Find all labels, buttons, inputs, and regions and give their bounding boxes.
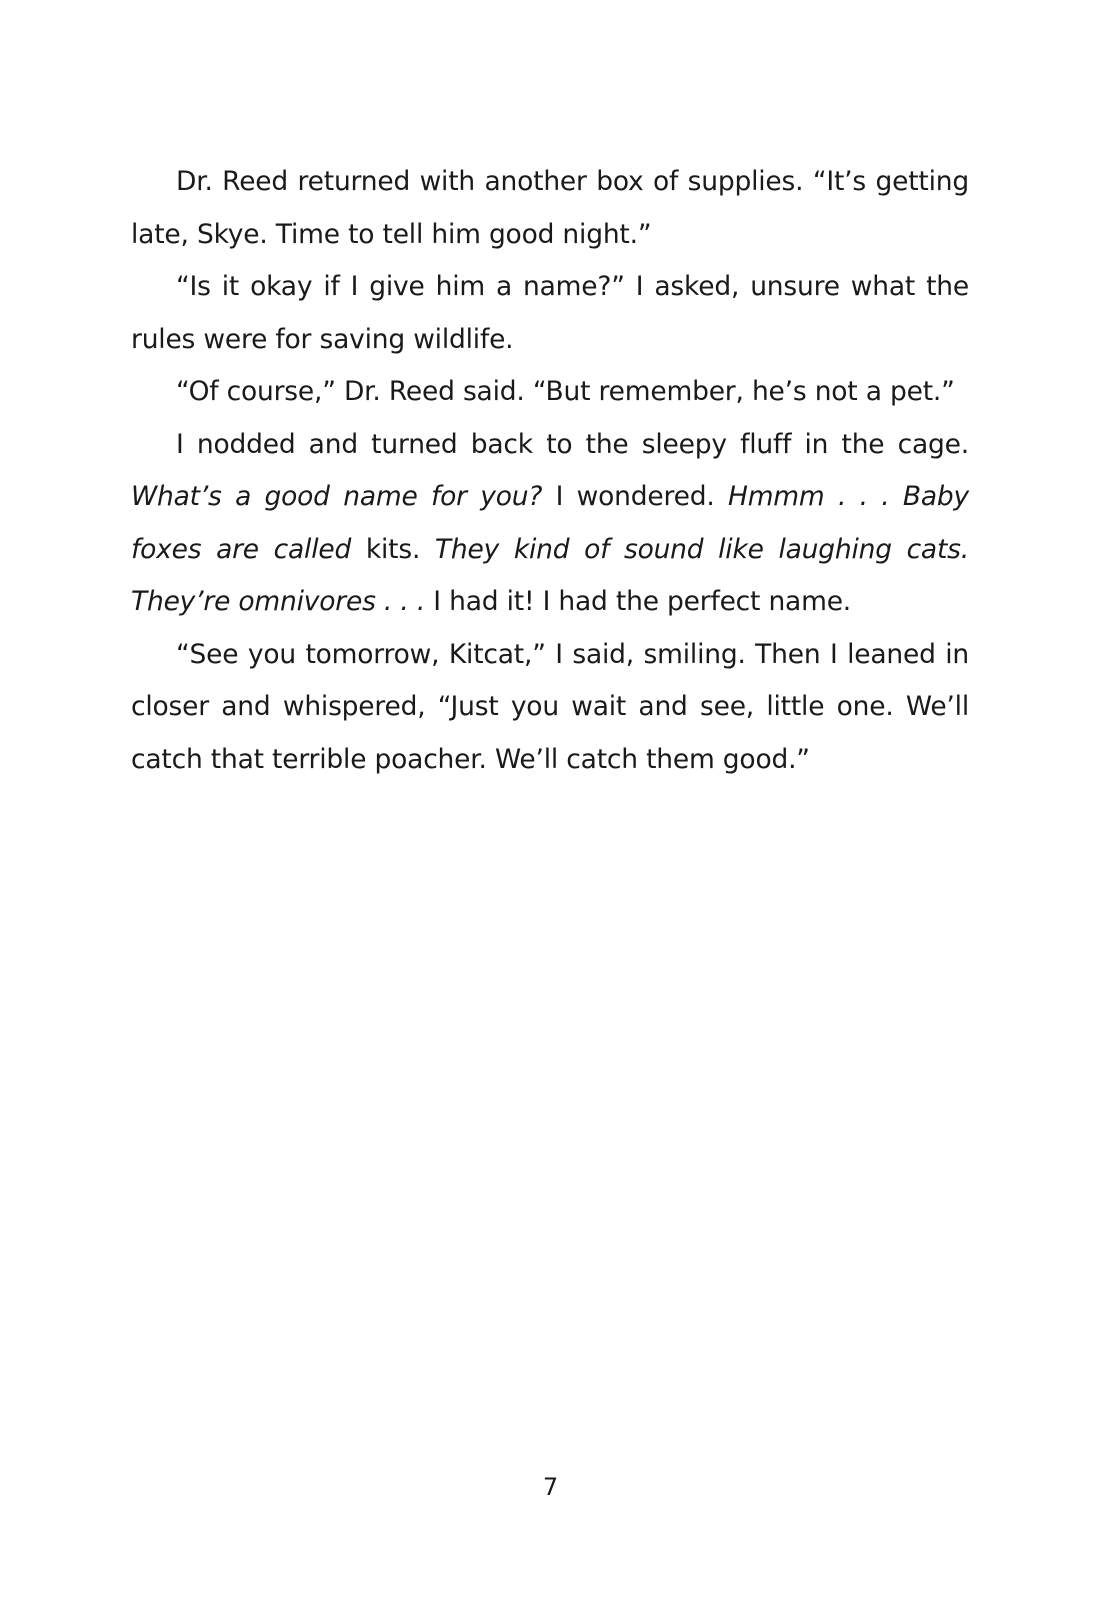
paragraph-4-text-3: kits. xyxy=(351,533,435,565)
paragraph-4-text-4: I had it! I had the perfect name. xyxy=(425,586,852,617)
paragraph-4-text-2: I wondered. xyxy=(542,481,728,512)
paragraph-3 xyxy=(131,366,969,419)
paragraph-4-italic-3: They kind of sound like laughing cats. They’re omnivores . . . xyxy=(131,533,969,617)
paragraph-4 xyxy=(131,419,969,629)
paragraph-4-text-1: I nodded and turned back to the sleepy fluff in the cage. xyxy=(176,428,969,460)
paragraph-5 xyxy=(131,629,969,787)
paragraph-5-text: “See you tomorrow, Kitcat,” I said, smiling. Then I leaned in closer and whispered, “Just you wait and see, little one. We’ll catch that terrible poacher. We’ll catch them good.” xyxy=(131,638,969,775)
paragraph-3-text: “Of course,” Dr. Reed said. “But remember, he’s not a pet.” xyxy=(176,376,955,407)
page-number: 7 xyxy=(542,1473,559,1501)
paragraph-1-text: Dr. Reed returned with another box of supplies. “It’s getting late, Skye. Time to tell him good night.” xyxy=(131,166,969,250)
paragraph-2 xyxy=(131,261,969,366)
paragraph-2-text: “Is it okay if I give him a name?” I asked, unsure what the rules were for saving wildlife. xyxy=(131,271,969,355)
paragraph-4-italic-1: What’s a good name for you? xyxy=(131,481,543,512)
paragraph-4-italic-2: Hmmm . . . Baby foxes are called xyxy=(131,481,970,565)
body-text xyxy=(131,156,969,786)
paragraph-1 xyxy=(131,156,969,261)
